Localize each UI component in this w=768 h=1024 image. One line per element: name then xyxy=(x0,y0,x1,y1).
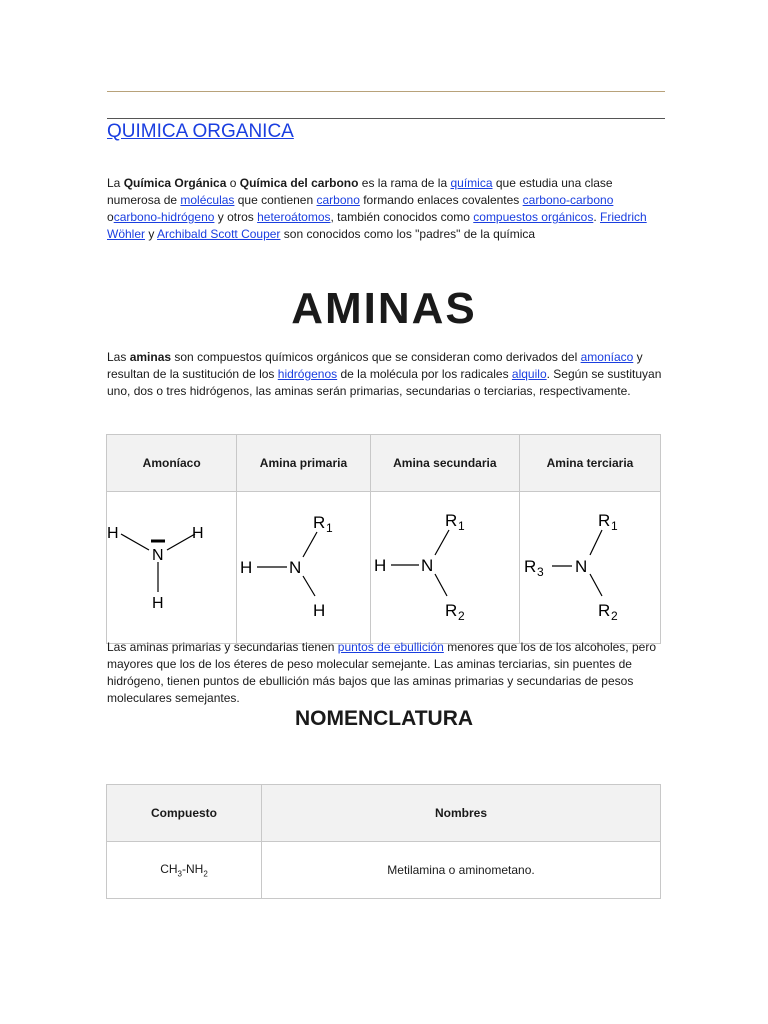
top-divider xyxy=(107,91,665,92)
atom-label: H xyxy=(373,556,386,575)
link-carbono-hidrogeno[interactable]: carbono-hidrógeno xyxy=(113,210,215,224)
link-compuestos-organicos[interactable]: compuestos orgánicos xyxy=(473,210,594,224)
aminas-heading: AMINAS xyxy=(291,284,477,333)
header-amina-primaria: Amina primaria xyxy=(237,435,370,492)
link-heteroatomos[interactable]: heteroátomos xyxy=(257,210,331,224)
atom-label: H xyxy=(192,525,204,542)
bold-term: aminas xyxy=(129,350,172,364)
header-amina-terciaria: Amina terciaria xyxy=(520,435,661,492)
atom-label: H xyxy=(313,601,326,620)
intro-paragraph: La Química Orgánica o Química del carbono es la rama de la química que estudia una clase numerosa de moléculas que contienen carbono formando enlaces covalentes carbono-carbono ocarbono-hidrógeno y otros heteroátomos, también conocidos como compuestos orgánicos. Friedrich Wöhler y Archibald Scott Couper son conocidos como los "padres" de la química xyxy=(107,176,647,241)
atom-label: R xyxy=(598,601,611,620)
link-amoniaco[interactable]: amoníaco xyxy=(580,350,634,364)
cell-compound-formula: $CH_3-NH_2$ xyxy=(107,842,262,899)
table-header-row xyxy=(107,435,661,492)
header-amoniaco: Amoníaco xyxy=(107,435,237,492)
subscript: 2 xyxy=(457,609,465,623)
atom-label: N xyxy=(152,547,164,564)
primary-amine-structure xyxy=(237,492,368,638)
header-nombres: Nombres xyxy=(262,785,661,842)
cell-amina-primaria xyxy=(237,492,370,644)
table-header-row xyxy=(107,785,661,842)
atom-label: N xyxy=(289,558,302,577)
secondary-amine-structure xyxy=(371,492,518,638)
subscript: 2 xyxy=(611,609,618,623)
cell-amina-terciaria xyxy=(520,492,661,644)
amine-types-table xyxy=(106,434,661,644)
cell-amina-secundaria xyxy=(370,492,519,644)
link-alquilo[interactable]: alquilo xyxy=(511,367,547,381)
link-carbono[interactable]: carbono xyxy=(316,193,360,207)
aminas-paragraph: Las aminas son compuestos químicos orgánicos que se consideran como derivados del amoníaco y resultan de la sustitución de los hidrógenos de la molécula por los radicales alquilo. Según se sustituyan uno, dos o tres hidrógenos, las aminas serán primarias, secundarias o terciarias, respectivamente. xyxy=(107,350,662,398)
atom-label: H xyxy=(240,558,253,577)
subscript: 1 xyxy=(457,519,465,533)
link-hidrogenos[interactable]: hidrógenos xyxy=(277,367,338,381)
cell-amoniaco xyxy=(107,492,237,644)
link-wohler[interactable]: Friedrich Wöhler xyxy=(107,210,647,241)
title-divider xyxy=(107,118,665,119)
link-carbono-carbono[interactable]: carbono-carbono xyxy=(522,193,614,207)
atom-label: H xyxy=(107,525,119,542)
atom-label: R xyxy=(444,511,457,530)
nomenclatura-heading: NOMENCLATURA xyxy=(294,707,474,730)
atom-label: R xyxy=(598,511,611,530)
link-couper[interactable]: Archibald Scott Couper xyxy=(157,227,281,241)
cell-compound-name: Metilamina o aminometano. xyxy=(262,842,661,899)
boiling-point-paragraph: Las aminas primarias y secundarias tienen puntos de ebullición menores que los de los alcoholes, pero mayores que los de los éteres de peso molecular semejante. Las aminas terciarias, sin puentes de hidrógeno, tienen puntos de ebullición más bajos que las aminas primarias y secundarias de pesos moleculares semejantes. xyxy=(107,640,656,705)
atom-label: N xyxy=(575,557,588,576)
page-title-link[interactable]: QUIMICA ORGANICA xyxy=(107,121,294,142)
table-row xyxy=(107,842,661,899)
atom-label: N xyxy=(420,556,433,575)
atom-label: R xyxy=(313,513,326,532)
header-amina-secundaria: Amina secundaria xyxy=(370,435,519,492)
tertiary-amine-structure xyxy=(520,492,660,638)
link-quimica[interactable]: química xyxy=(450,176,493,190)
atom-label: R xyxy=(444,601,457,620)
bold-term: Química del carbono xyxy=(239,176,359,190)
atom-label: R xyxy=(524,557,537,576)
nomenclature-table xyxy=(106,784,661,899)
link-moleculas[interactable]: moléculas xyxy=(180,193,235,207)
bold-term: Química Orgánica xyxy=(123,176,227,190)
subscript: 1 xyxy=(611,519,618,533)
ammonia-structure xyxy=(107,492,235,638)
link-puntos-ebullicion[interactable]: puntos de ebullición xyxy=(337,640,444,654)
structures-row xyxy=(107,492,661,644)
atom-label: H xyxy=(152,595,164,612)
header-compuesto: Compuesto xyxy=(107,785,262,842)
subscript: 3 xyxy=(537,565,544,579)
subscript: 1 xyxy=(326,521,334,535)
